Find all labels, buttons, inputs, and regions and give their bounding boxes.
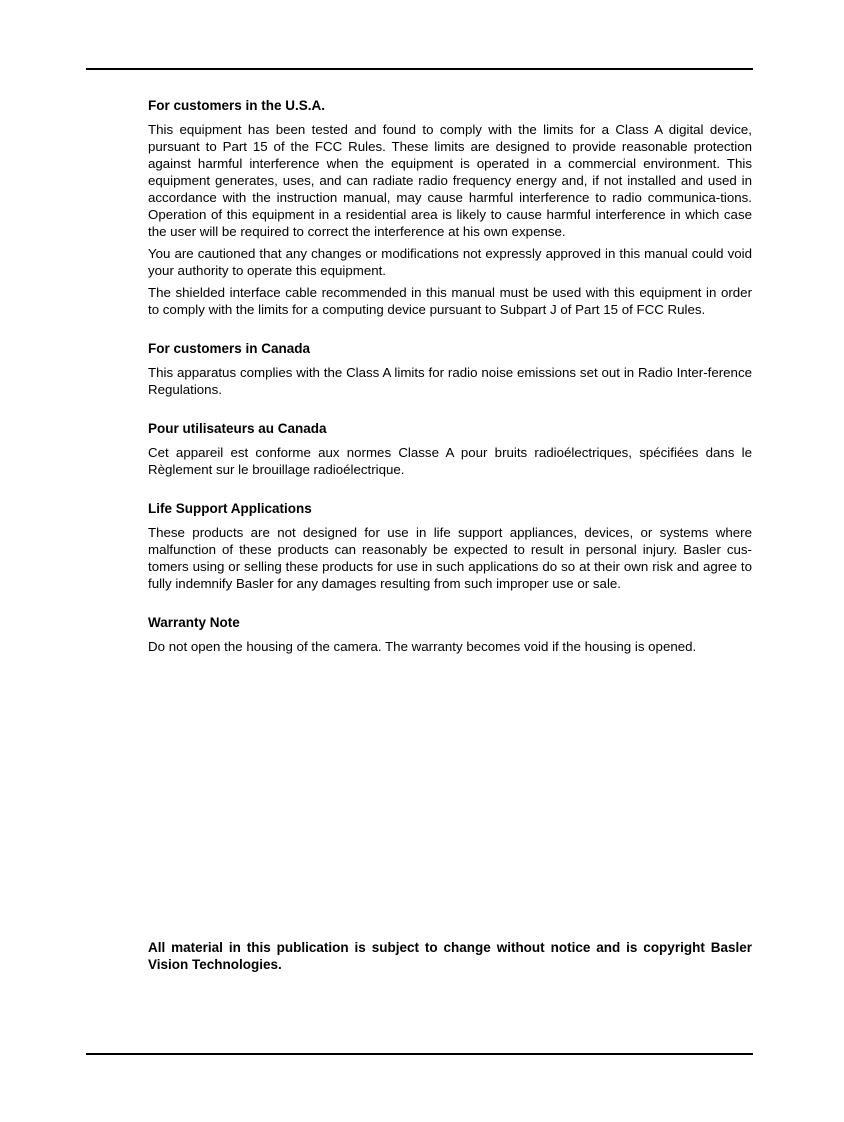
- section-heading: Pour utilisateurs au Canada: [148, 421, 327, 436]
- paragraph: Cet appareil est conforme aux normes Classe A pour bruits radioélectriques, spécifiées dans le Règlement sur le brouillage radioélectrique.: [148, 445, 752, 477]
- section-warranty: [148, 614, 752, 655]
- document-body: [148, 97, 752, 660]
- section-heading: Warranty Note: [148, 615, 240, 630]
- section-heading: Life Support Applications: [148, 501, 312, 516]
- paragraph: The shielded interface cable recommended in this manual must be used with this equipment in order to comply with the limits for a computing device pursuant to Subpart J of Part 15 of FCC Rules.: [148, 285, 752, 317]
- section-canada-fr: [148, 420, 752, 478]
- paragraph: This apparatus complies with the Class A limits for radio noise emissions set out in Radio Inter-ference Regulations.: [148, 365, 752, 397]
- bottom-rule: [86, 1053, 753, 1055]
- top-rule: [86, 68, 753, 70]
- paragraph: These products are not designed for use in life support appliances, devices, or systems where malfunction of these products can reasonably be expected to result in personal injury. Basler cus-tomers using or selling these products for use in such applications do so at their own risk and agree to fully indemnify Basler for any damages resulting from such improper use or sale.: [148, 525, 752, 591]
- section-heading: For customers in Canada: [148, 341, 311, 356]
- paragraph: Do not open the housing of the camera. The warranty becomes void if the housing is opened.: [148, 639, 697, 654]
- section-life-support: [148, 500, 752, 592]
- section-heading: For customers in the U.S.A.: [148, 98, 326, 113]
- section-canada: [148, 340, 752, 398]
- paragraph: You are cautioned that any changes or modifications not expressly approved in this manual could void your authority to operate this equipment.: [148, 246, 752, 278]
- copyright-notice: All material in this publication is subject to change without notice and is copyright Basler Vision Technologies.: [148, 940, 752, 972]
- paragraph: This equipment has been tested and found to comply with the limits for a Class A digital device, pursuant to Part 15 of the FCC Rules. These limits are designed to provide reasonable protection against harmful interference when the equipment is operated in a commercial environment. This equipment generates, uses, and can radiate radio frequency energy and, if not installed and used in accordance with the instruction manual, may cause harmful interference to radio communica-tions. Operation of this equipment in a residential area is likely to cause harmful interference in which case the user will be required to correct the interference at his own expense.: [148, 122, 752, 239]
- section-usa: [148, 97, 752, 318]
